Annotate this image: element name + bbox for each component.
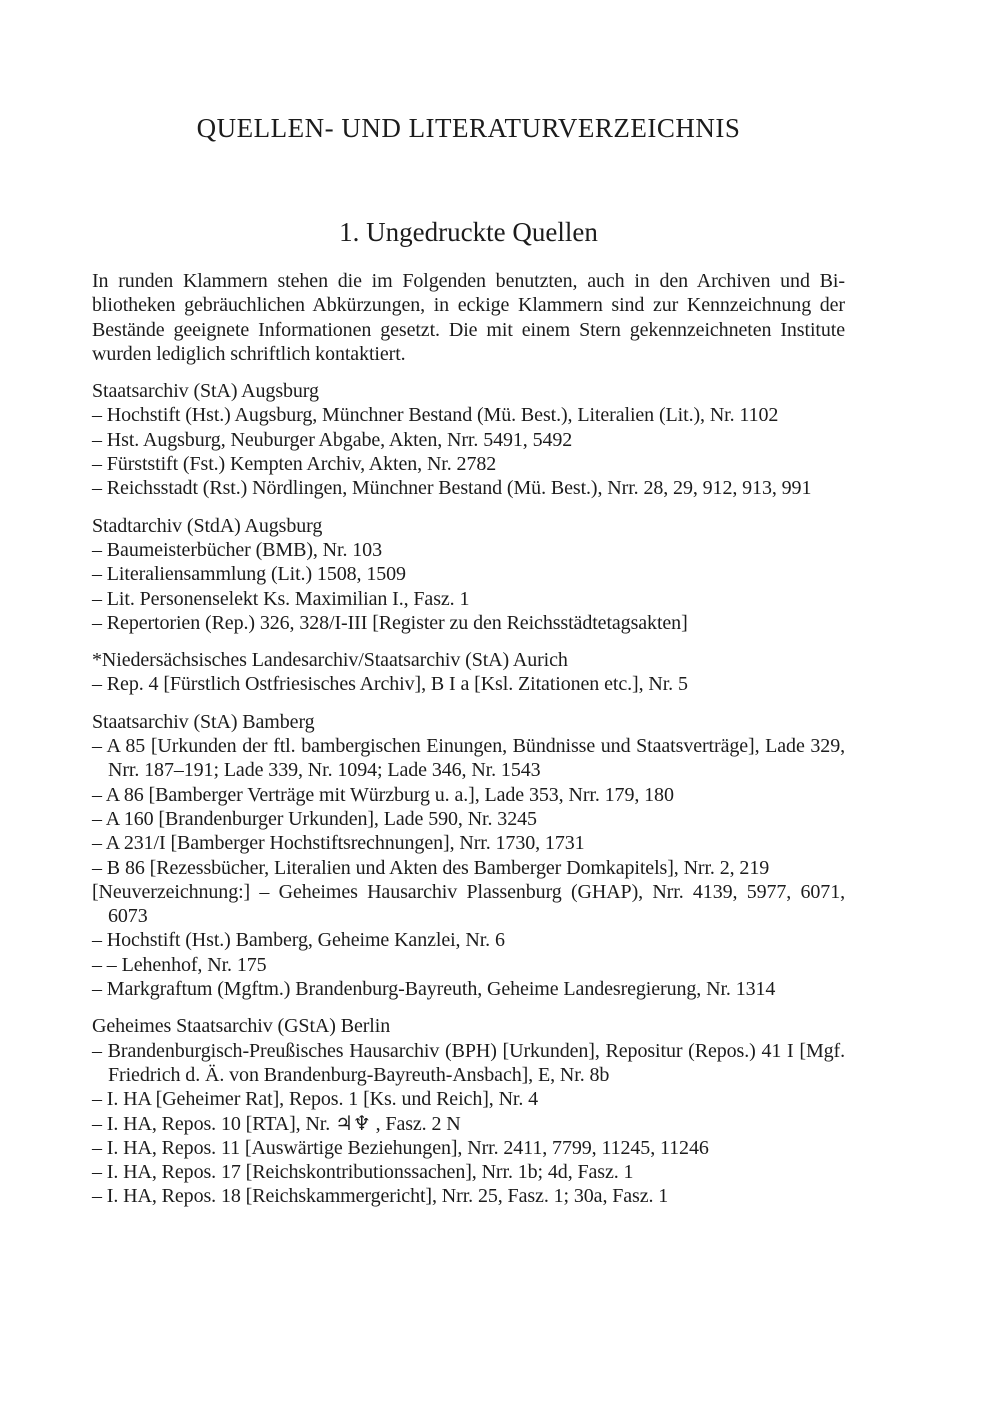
archive-entry: – Brandenburgisch-Preußisches Hausarchiv (BPH) [Urkunden], Repositur (Repos.) 41 I [Mgf. Friedrich d. Ä. von Brandenburg-Bayreuth-Ansbach], E, Nr. 8b (92, 1039, 845, 1086)
section-heading: 1. Ungedruckte Quellen (339, 217, 598, 247)
archive-entry: – Hst. Augsburg, Neuburger Abgabe, Akten, Nrr. 5491, 5492 (92, 428, 573, 451)
archive-group (92, 710, 845, 1002)
archive-entry: – Markgraftum (Mgftm.) Brandenburg-Bayreuth, Geheime Landesregierung, Nr. 1314 (92, 978, 776, 1001)
archive-group (92, 514, 845, 635)
archive-entry: – A 160 [Brandenburger Urkunden], Lade 590, Nr. 3245 (92, 807, 537, 830)
archive-group (92, 648, 845, 697)
archive-entry: – Hochstift (Hst.) Augsburg, Münchner Bestand (Mü. Best.), Literalien (Lit.), Nr. 1102 (92, 404, 779, 427)
archive-group (92, 1014, 845, 1208)
page-title: QUELLEN- UND LITERATURVERZEICHNIS (196, 113, 741, 143)
archive-entry: – Reichsstadt (Rst.) Nördlingen, Münchner Bestand (Mü. Best.), Nrr. 28, 29, 912, 913, 991 (92, 477, 812, 500)
archive-entry: – Lit. Personenselekt Ks. Maximilian I., Fasz. 1 (92, 587, 470, 610)
archive-entry: – I. HA [Geheimer Rat], Repos. 1 [Ks. und Reich], Nr. 4 (92, 1088, 539, 1111)
archive-entry: – I. HA, Repos. 18 [Reichskammergericht], Nrr. 25, Fasz. 1; 30a, Fasz. 1 (92, 1185, 669, 1208)
archive-entry: – Hochstift (Hst.) Bamberg, Geheime Kanzlei, Nr. 6 (92, 929, 505, 952)
text-block (92, 0, 845, 1209)
archive-entry: – Literaliensammlung (Lit.) 1508, 1509 (92, 563, 406, 586)
archive-name: Staatsarchiv (StA) Augsburg (92, 380, 319, 403)
archive-entry: – A 231/I [Bamberger Hochstiftsrechnungen], Nrr. 1730, 1731 (92, 832, 585, 855)
archive-entry: – Fürststift (Fst.) Kempten Archiv, Akten, Nr. 2782 (92, 453, 497, 476)
archive-entry: – Baumeisterbücher (BMB), Nr. 103 (92, 538, 382, 561)
archive-entry: – I. HA, Repos. 17 [Reichskontributionssachen], Nrr. 1b; 4d, Fasz. 1 (92, 1161, 634, 1184)
archive-name: Geheimes Staatsarchiv (GStA) Berlin (92, 1015, 391, 1038)
archive-entry: [Neuverzeichnung:] – Geheimes Hausarchiv Plassenburg (GHAP), Nrr. 4139, 5977, 6071, 6073 (92, 880, 845, 928)
archive-entry: – Repertorien (Rep.) 326, 328/I-III [Register zu den Reichsstädtetagsakten] (92, 611, 688, 634)
archive-entry: – – Lehenhof, Nr. 175 (92, 953, 267, 976)
archive-entry: – I. HA, Repos. 10 [RTA], Nr. ♃♆ , Fasz. 2 N (92, 1112, 461, 1135)
archive-group (92, 379, 845, 500)
archive-entry: – Rep. 4 [Fürstlich Ostfriesisches Archiv], B I a [Ksl. Zitationen etc.], Nr. 5 (92, 673, 688, 696)
archive-name: Stadtarchiv (StdA) Augsburg (92, 514, 323, 537)
archive-name: *Niedersächsisches Landesarchiv/Staatsarchiv (StA) Aurich (92, 649, 568, 672)
archive-entry: – A 85 [Urkunden der ftl. bambergischen Einungen, Bündnisse und Staatsverträge], Lade 329, Nrr. 187–191; Lade 339, Nr. 1094; Lade 346, Nr. 1543 (92, 735, 845, 782)
archive-entry: – B 86 [Rezessbücher, Literalien und Akten des Bamberger Domkapitels], Nrr. 2, 219 (92, 856, 770, 879)
intro-paragraph: In runden Klammern stehen die im Folgenden benutzten, auch in den Archiven und Bibliotheken gebräuchlichen Abkürzungen, in eckige Klammern sind zur Kennzeichnung der Bestände geeignete Informationen gesetzt. Die mit einem Stern gekennzeichneten Institute wurden lediglich schriftlich kontaktiert. (92, 270, 845, 365)
archives-list (92, 379, 845, 1209)
archive-name: Staatsarchiv (StA) Bamberg (92, 710, 315, 733)
archive-entry: – I. HA, Repos. 11 [Auswärtige Beziehungen], Nrr. 2411, 7799, 11245, 11246 (92, 1136, 709, 1159)
archive-entry: – A 86 [Bamberger Verträge mit Würzburg u. a.], Lade 353, Nrr. 179, 180 (92, 783, 674, 806)
